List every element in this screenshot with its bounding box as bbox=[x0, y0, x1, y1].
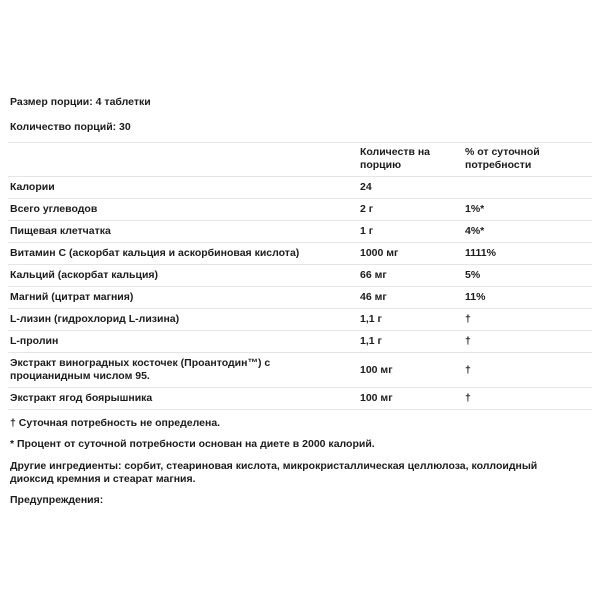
percent-daily-value-cell: † bbox=[465, 363, 471, 376]
facts-table-row bbox=[8, 265, 592, 287]
footnote-percent-daily-value-basis: * Процент от суточной потребности основан на диете в 2000 калорий. bbox=[10, 438, 375, 450]
percent-daily-value-cell: 1111% bbox=[465, 247, 496, 259]
facts-table-header-row bbox=[8, 143, 592, 177]
other-ingredients-text: Другие ингредиенты: сорбит, стеариновая кислота, микрокристаллическая целлюлоза, коллоидный диоксид кремния и стеарат магния. bbox=[10, 460, 538, 485]
nutrient-name-cell: Калории bbox=[10, 181, 55, 193]
facts-table-row bbox=[8, 287, 592, 309]
nutrient-name-cell: Экстракт виноградных косточек (Проантодин™) с процианидным числом 95. bbox=[10, 357, 271, 382]
nutrient-name-cell: L-лизин (гидрохлорид L-лизина) bbox=[10, 313, 180, 325]
warnings-heading: Предупреждения: bbox=[10, 494, 104, 506]
nutrient-name-cell: Кальций (аскорбат кальция) bbox=[10, 269, 159, 281]
amount-per-serving-cell: 1 г bbox=[360, 225, 374, 237]
facts-table-row bbox=[8, 309, 592, 331]
amount-per-serving-cell: 46 мг bbox=[360, 291, 387, 303]
amount-per-serving-cell: 1,1 г bbox=[360, 335, 382, 347]
header-spacer-cell bbox=[8, 146, 360, 172]
percent-daily-value-cell: 5% bbox=[465, 269, 481, 281]
amount-per-serving-cell: 66 мг bbox=[360, 269, 387, 281]
servings-per-container-text: Количество порций: 30 bbox=[10, 121, 131, 133]
header-amount-per-serving: Количеств на порцию bbox=[360, 146, 431, 171]
nutrient-name-cell: Всего углеводов bbox=[10, 203, 98, 215]
amount-per-serving-cell: 24 bbox=[360, 181, 372, 193]
amount-per-serving-cell: 2 г bbox=[360, 203, 374, 215]
percent-daily-value-cell: † bbox=[465, 313, 471, 325]
facts-table-row bbox=[8, 177, 592, 199]
facts-table bbox=[8, 142, 592, 410]
percent-daily-value-cell: 1%* bbox=[465, 203, 485, 215]
nutrient-name-cell: Витамин C (аскорбат кальция и аскорбиновая кислота) bbox=[10, 247, 300, 259]
amount-per-serving-cell: 100 мг bbox=[360, 363, 393, 376]
facts-table-row bbox=[8, 243, 592, 265]
percent-daily-value-cell: † bbox=[465, 392, 471, 404]
percent-daily-value-cell: 11% bbox=[465, 291, 486, 303]
facts-table-row bbox=[8, 199, 592, 221]
facts-table-row bbox=[8, 353, 592, 388]
header-percent-daily-value: % от суточной потребности bbox=[465, 146, 540, 171]
amount-per-serving-cell: 1,1 г bbox=[360, 313, 382, 325]
serving-size-text: Размер порции: 4 таблетки bbox=[10, 96, 151, 108]
amount-per-serving-cell: 1000 мг bbox=[360, 247, 399, 259]
nutrient-name-cell: Магний (цитрат магния) bbox=[10, 291, 134, 303]
percent-daily-value-cell: 4%* bbox=[465, 225, 485, 237]
facts-table-row bbox=[8, 388, 592, 410]
nutrient-name-cell: Пищевая клетчатка bbox=[10, 225, 111, 237]
amount-per-serving-cell: 100 мг bbox=[360, 392, 393, 404]
facts-table-row bbox=[8, 331, 592, 353]
facts-table-row bbox=[8, 221, 592, 243]
facts-table-body bbox=[8, 177, 592, 410]
nutrient-name-cell: Экстракт ягод боярышника bbox=[10, 392, 153, 404]
percent-daily-value-cell: † bbox=[465, 335, 471, 347]
nutrient-name-cell: L-пролин bbox=[10, 335, 59, 347]
footnote-daily-value-not-established: † Суточная потребность не определена. bbox=[10, 417, 221, 429]
